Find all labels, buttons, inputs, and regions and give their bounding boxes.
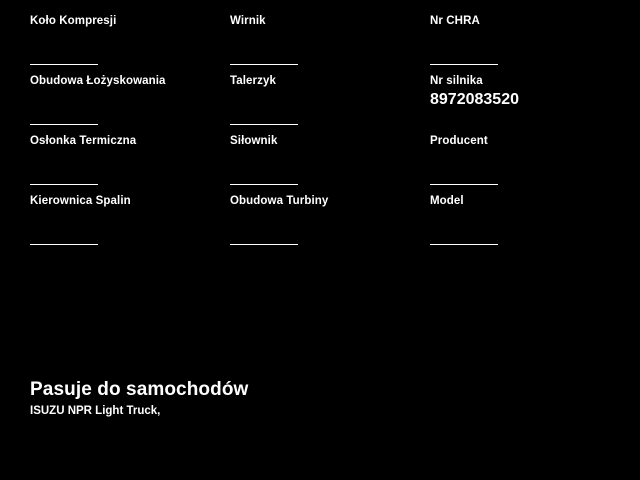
spec-value bbox=[230, 30, 400, 50]
spec-label: Obudowa Łożyskowania bbox=[30, 75, 166, 87]
spec-label: Talerzyk bbox=[230, 75, 276, 87]
fits-vehicles-title: Pasuje do samochodów bbox=[30, 379, 249, 400]
spec-item-oslonka-termiczna bbox=[30, 134, 200, 194]
spec-label: Wirnik bbox=[230, 15, 266, 27]
spec-underline bbox=[230, 64, 298, 65]
spec-underline bbox=[30, 184, 98, 185]
spec-label: Nr silnika bbox=[430, 75, 483, 87]
spec-value bbox=[30, 90, 200, 110]
spec-column-2 bbox=[200, 14, 400, 254]
spec-item-producent bbox=[430, 134, 640, 194]
spec-underline bbox=[30, 64, 98, 65]
spec-underline bbox=[230, 244, 298, 245]
fits-vehicles-list: ISUZU NPR Light Truck, bbox=[30, 405, 161, 417]
spec-item-kierownica-spalin bbox=[30, 194, 200, 254]
spec-underline bbox=[430, 64, 498, 65]
spec-value bbox=[430, 30, 640, 50]
spec-item-model bbox=[430, 194, 640, 254]
spec-value bbox=[230, 90, 400, 110]
spec-underline bbox=[230, 184, 298, 185]
spec-item-wirnik bbox=[230, 14, 400, 74]
spec-underline bbox=[430, 244, 498, 245]
spec-column-1 bbox=[0, 14, 200, 254]
spec-underline bbox=[30, 244, 98, 245]
spec-item-silownik bbox=[230, 134, 400, 194]
spec-value bbox=[30, 210, 200, 230]
spec-value bbox=[430, 210, 640, 230]
spec-underline bbox=[30, 124, 98, 125]
spec-value bbox=[30, 150, 200, 170]
spec-item-nr-chra bbox=[430, 14, 640, 74]
spec-label: Siłownik bbox=[230, 135, 278, 147]
spec-value: 8972083520 bbox=[430, 91, 519, 108]
spec-item-obudowa-lozyskowania bbox=[30, 74, 200, 134]
spec-value bbox=[230, 210, 400, 230]
spec-column-3 bbox=[400, 14, 640, 254]
spec-value bbox=[230, 150, 400, 170]
spec-underline bbox=[230, 124, 298, 125]
spec-label: Obudowa Turbiny bbox=[230, 195, 329, 207]
spec-item-kolo-kompresji bbox=[30, 14, 200, 74]
fits-vehicles-section bbox=[30, 378, 590, 419]
spec-item-obudowa-turbiny bbox=[230, 194, 400, 254]
spec-item-nr-silnika bbox=[430, 74, 640, 134]
spec-label: Nr CHRA bbox=[430, 15, 480, 27]
spec-label: Koło Kompresji bbox=[30, 15, 117, 27]
spec-value bbox=[30, 30, 200, 50]
spec-label: Kierownica Spalin bbox=[30, 195, 131, 207]
spec-item-talerzyk bbox=[230, 74, 400, 134]
spec-label: Producent bbox=[430, 135, 488, 147]
spec-underline bbox=[430, 184, 498, 185]
spec-value bbox=[430, 150, 640, 170]
spec-label: Model bbox=[430, 195, 464, 207]
spec-label: Osłonka Termiczna bbox=[30, 135, 137, 147]
